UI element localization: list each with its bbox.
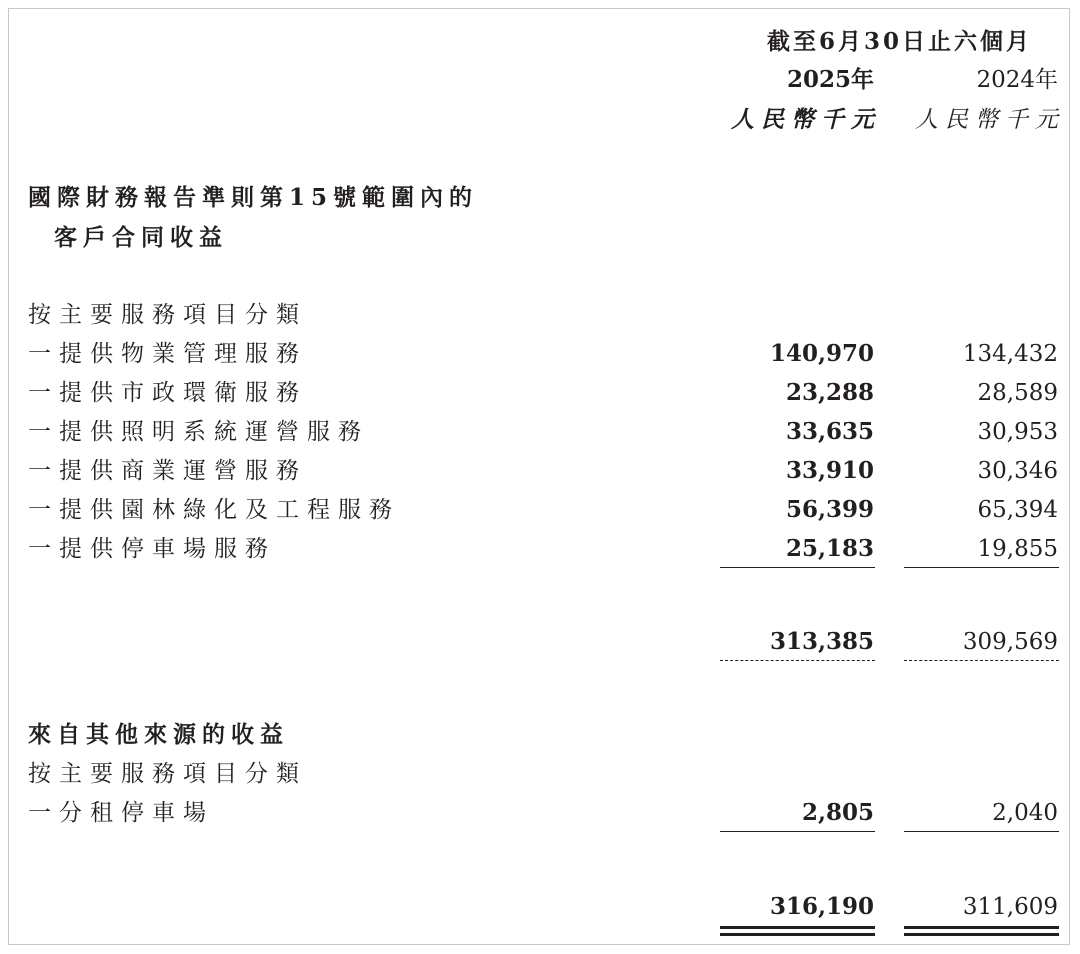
column-rule-dashed xyxy=(904,660,1059,661)
subtotal-prior-value: 309,569 xyxy=(962,629,1058,655)
row-label: 一提供商業運營服務 xyxy=(28,458,307,484)
row-prior-value: 30,953 xyxy=(977,419,1058,445)
row-prior-value: 28,589 xyxy=(977,380,1058,406)
row-prior-value: 134,432 xyxy=(962,341,1058,367)
row-current-value: 33,635 xyxy=(785,418,874,445)
row-current-value: 33,910 xyxy=(785,457,874,484)
column-rule xyxy=(720,567,875,568)
ifrs15-subheading: 按主要服務項目分類 xyxy=(28,302,307,328)
row-current-value: 25,183 xyxy=(785,535,874,562)
column-rule-dashed xyxy=(720,660,875,661)
row-label: 一提供停車場服務 xyxy=(28,536,276,562)
other-subheading: 按主要服務項目分類 xyxy=(28,761,307,787)
row-label: 一提供園林綠化及工程服務 xyxy=(28,497,400,523)
row-prior-value: 30,346 xyxy=(977,458,1058,484)
double-underline-bottom xyxy=(904,933,1059,936)
row-current-value: 140,970 xyxy=(769,340,874,367)
year-current-header: 2025年 xyxy=(786,66,874,93)
column-rule xyxy=(720,831,875,832)
double-underline-top xyxy=(720,926,875,929)
total-prior-value: 311,609 xyxy=(962,894,1058,920)
unit-prior-header: 人民幣千元 xyxy=(915,107,1065,133)
double-underline-top xyxy=(904,926,1059,929)
section-other-title: 來自其他來源的收益 xyxy=(28,721,289,748)
row-prior-value: 2,040 xyxy=(992,800,1058,826)
row-current-value: 2,805 xyxy=(801,799,874,826)
row-prior-value: 19,855 xyxy=(977,536,1058,562)
subtotal-current-value: 313,385 xyxy=(769,628,874,655)
total-current-value: 316,190 xyxy=(769,893,874,920)
column-rule xyxy=(904,831,1059,832)
section-ifrs15-title-line1: 國際財務報告準則第15號範圍內的 xyxy=(28,184,479,211)
year-prior-header: 2024年 xyxy=(976,67,1058,93)
row-label: 一分租停車場 xyxy=(28,800,214,826)
column-rule xyxy=(904,567,1059,568)
row-prior-value: 65,394 xyxy=(977,497,1058,523)
period-header: 截至6月30日止六個月 xyxy=(766,28,1032,55)
row-current-value: 56,399 xyxy=(785,496,874,523)
double-underline-bottom xyxy=(720,933,875,936)
row-label: 一提供照明系統運營服務 xyxy=(28,419,369,445)
row-label: 一提供市政環衛服務 xyxy=(28,380,307,406)
row-label: 一提供物業管理服務 xyxy=(28,341,307,367)
section-ifrs15-title-line2: 客戶合同收益 xyxy=(54,224,228,251)
row-current-value: 23,288 xyxy=(785,379,874,406)
unit-current-header: 人民幣千元 xyxy=(731,106,881,133)
